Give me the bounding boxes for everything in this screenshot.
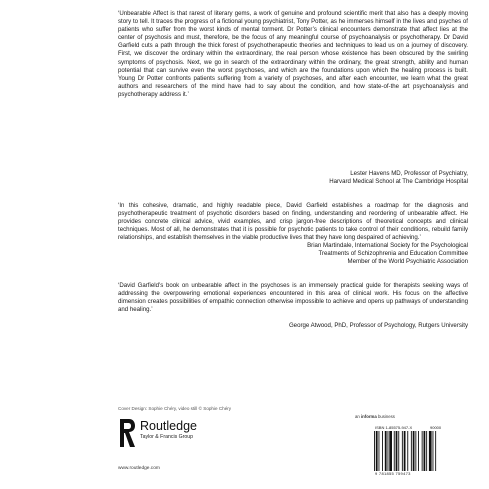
attribution-line: Harvard Medical School at The Cambridge Hospital — [329, 178, 468, 186]
attribution-line: Treatments of Schizophrenia and Education Committee — [318, 250, 468, 258]
attribution-line: George Atwood, PhD, Professor of Psychology, Rutgers University — [288, 322, 468, 329]
routledge-logo — [118, 418, 238, 452]
informa-business-line — [355, 414, 395, 419]
endorsement-martindale-attribution — [138, 242, 468, 266]
publisher-brand: Routledge — [140, 419, 197, 433]
routledge-r-mark-icon — [118, 418, 136, 448]
publisher-group: Taylor & Francis Group — [140, 434, 194, 440]
endorsement-havens-attribution — [138, 170, 468, 186]
endorsement-havens-text: ‘Unbearable Affect is that rarest of literary gems, a work of genuine and profound scientific merit that also has a deeply moving story to tell. It traces the progress of a fictional young psychiatrist, Tony Potter, as he immerses himself in the lives and psyches of patients who suffer from the worst kinds of mental torment. Dr Potter’s clinical encounters demonstrate that affect lies at the center of psychosis and must, therefore, be the focus of any meaningful course of psychoanalysis or psychotherapy. Dr David Garfield cuts a path through the thick forest of psychotherapeutic theories and techniques to lead us on a journey of discovery. First, we discover the ordinary within the extraordinary, the real person whose existence has been obscured by the swirling symptoms of psychosis. Next, we go in search of the extraordinary within the ordinary, the great strength, ability and human potential that can survive even the worst psychoses, and which are the foundations upon which the healing process is built. Young Dr Potter confronts patients suffering from a variety of psychoses, and after each encounter, we learn what the great authors and researchers of the mind have had to say about the condition, and how state-of-the art psychoanalysis and psychotherapy address it.’ — [118, 10, 468, 98]
endorsement-atwood-attribution — [138, 322, 468, 330]
attribution-line: Brian Martindale, International Society for the Psychological — [307, 242, 468, 249]
informa-brand: informa — [360, 414, 377, 419]
attribution-line: Lester Havens MD, Professor of Psychiatry, — [350, 170, 468, 177]
informa-suffix: business — [376, 414, 395, 419]
publisher-website: www.routledge.com — [118, 466, 160, 471]
cover-design-credit: Cover Design: Sophie Chéry, video still © Sophie Chéry — [118, 406, 232, 411]
attribution-line: Member of the World Psychiatric Association — [347, 258, 468, 266]
price-code: 90000 — [430, 425, 442, 430]
endorsement-atwood-text: ‘David Garfield’s book on unbearable affect in the psychoses is an immensely practical guide for therapists seeking ways of addressing the overpowering emotional experiences encountered in this area of clinical work. His focus on the affective dimension creates possibilities of empathic connection otherwise impossible to achieve and opens up pathways of understanding and healing.’ — [118, 282, 468, 314]
endorsement-martindale-text: ‘In this cohesive, dramatic, and highly readable piece, David Garfield establishes a roadmap for the diagnosis and psychotherapeutic treatment of psychotic disorders based on finding, understanding and reordering of unbearable affect. He provides concrete clinical advice, vivid examples, and crisp jargon-free descriptions of theoretical concepts and clinical techniques. Most of all, he demonstrates that it is possible for psychotic patients to take control of their conditions, rebuild family relationships, and establish themselves in the viable productive lives that they have long despaired of achieving.’ — [118, 202, 468, 242]
isbn-label: ISBN 1-85575-947-X — [375, 425, 413, 430]
informa-prefix: an — [355, 414, 361, 419]
barcode-icon — [373, 431, 457, 471]
barcode-digits: 9 781855 759473 — [375, 471, 411, 476]
